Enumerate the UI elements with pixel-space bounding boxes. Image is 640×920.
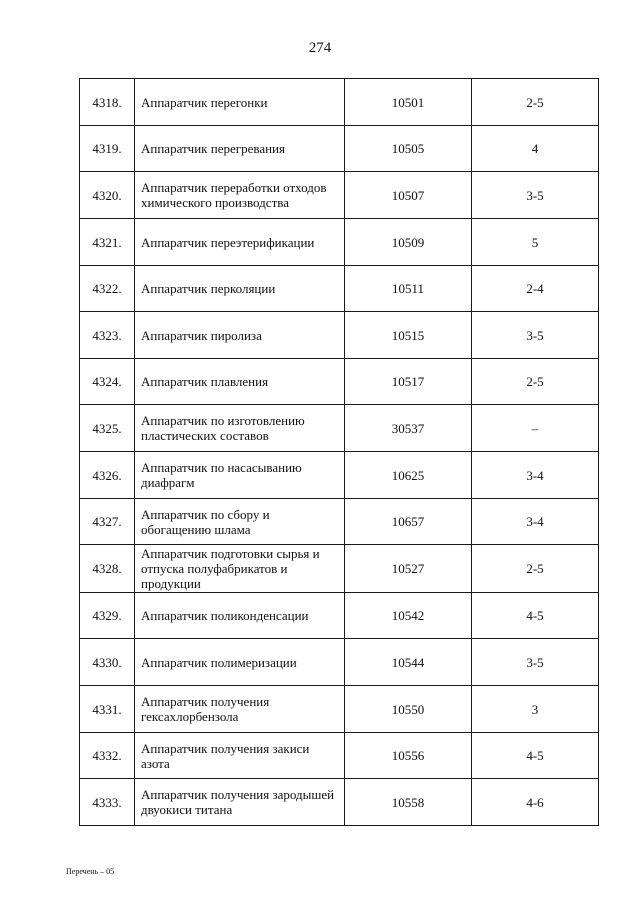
- page-number: 274: [308, 40, 332, 56]
- table-row: [80, 79, 599, 126]
- table-row: [80, 266, 599, 312]
- table-row: [80, 452, 599, 499]
- row-number-cell: 4321.: [80, 219, 135, 266]
- grade-range-cell: 3-4: [472, 452, 599, 499]
- profession-name-cell: Аппаратчик получения гексахлорбензола: [135, 686, 345, 733]
- profession-name-cell: Аппаратчик переэтерификации: [135, 219, 345, 266]
- table-row: [80, 779, 599, 826]
- profession-code-cell: 10544: [345, 639, 472, 686]
- table-row: [80, 172, 599, 219]
- row-number-cell: 4325.: [80, 405, 135, 452]
- footer-label: Перечень – 05: [66, 867, 115, 876]
- table-row: [80, 126, 599, 172]
- grade-range-cell: 3: [472, 686, 599, 733]
- row-number-cell: 4320.: [80, 172, 135, 219]
- profession-code-cell: 10558: [345, 779, 472, 826]
- row-number-cell: 4329.: [80, 593, 135, 639]
- profession-name-cell: Аппаратчик подготовки сырья и отпуска полуфабрикатов и продукции: [135, 545, 345, 593]
- grade-range-cell: –: [472, 405, 599, 452]
- profession-name-cell: Аппаратчик по сбору и обогащению шлама: [135, 499, 345, 545]
- row-number-cell: 4318.: [80, 79, 135, 126]
- profession-code-cell: 10550: [345, 686, 472, 733]
- grade-range-cell: 3-4: [472, 499, 599, 545]
- row-number-cell: 4324.: [80, 359, 135, 405]
- grade-range-cell: 4-6: [472, 779, 599, 826]
- table-row: [80, 639, 599, 686]
- grade-range-cell: 3-5: [472, 172, 599, 219]
- profession-name-cell: Аппаратчик перегревания: [135, 126, 345, 172]
- profession-code-cell: 10507: [345, 172, 472, 219]
- grade-range-cell: 2-5: [472, 545, 599, 593]
- profession-table: [79, 78, 599, 826]
- grade-range-cell: 5: [472, 219, 599, 266]
- row-number-cell: 4322.: [80, 266, 135, 312]
- row-number-cell: 4323.: [80, 312, 135, 359]
- table-row: [80, 499, 599, 545]
- row-number-cell: 4328.: [80, 545, 135, 593]
- grade-range-cell: 3-5: [472, 312, 599, 359]
- row-number-cell: 4332.: [80, 733, 135, 779]
- row-number-cell: 4333.: [80, 779, 135, 826]
- table-row: [80, 593, 599, 639]
- profession-name-cell: Аппаратчик получения закиси азота: [135, 733, 345, 779]
- grade-range-cell: 2-4: [472, 266, 599, 312]
- profession-name-cell: Аппаратчик перколяции: [135, 266, 345, 312]
- table-row: [80, 219, 599, 266]
- grade-range-cell: 4: [472, 126, 599, 172]
- grade-range-cell: 3-5: [472, 639, 599, 686]
- table-row: [80, 686, 599, 733]
- profession-code-cell: 10657: [345, 499, 472, 545]
- profession-code-cell: 10527: [345, 545, 472, 593]
- table-body: [80, 79, 599, 826]
- grade-range-cell: 2-5: [472, 359, 599, 405]
- table-row: [80, 405, 599, 452]
- profession-code-cell: 10515: [345, 312, 472, 359]
- profession-name-cell: Аппаратчик пиролиза: [135, 312, 345, 359]
- grade-range-cell: 2-5: [472, 79, 599, 126]
- profession-name-cell: Аппаратчик плавления: [135, 359, 345, 405]
- profession-name-cell: Аппаратчик по изготовлению пластических составов: [135, 405, 345, 452]
- profession-name-cell: Аппаратчик полимеризации: [135, 639, 345, 686]
- profession-code-cell: 10542: [345, 593, 472, 639]
- profession-code-cell: 10625: [345, 452, 472, 499]
- profession-name-cell: Аппаратчик по насасыванию диафрагм: [135, 452, 345, 499]
- grade-range-cell: 4-5: [472, 733, 599, 779]
- table-row: [80, 545, 599, 593]
- table-row: [80, 733, 599, 779]
- row-number-cell: 4319.: [80, 126, 135, 172]
- row-number-cell: 4331.: [80, 686, 135, 733]
- profession-code-cell: 10509: [345, 219, 472, 266]
- profession-code-cell: 10511: [345, 266, 472, 312]
- profession-name-cell: Аппаратчик перегонки: [135, 79, 345, 126]
- profession-code-cell: 10556: [345, 733, 472, 779]
- table-row: [80, 359, 599, 405]
- profession-name-cell: Аппаратчик переработки отходов химического производства: [135, 172, 345, 219]
- row-number-cell: 4327.: [80, 499, 135, 545]
- profession-name-cell: Аппаратчик поликонденсации: [135, 593, 345, 639]
- row-number-cell: 4330.: [80, 639, 135, 686]
- row-number-cell: 4326.: [80, 452, 135, 499]
- profession-name-cell: Аппаратчик получения зародышей двуокиси титана: [135, 779, 345, 826]
- profession-code-cell: 30537: [345, 405, 472, 452]
- table-row: [80, 312, 599, 359]
- profession-code-cell: 10501: [345, 79, 472, 126]
- grade-range-cell: 4-5: [472, 593, 599, 639]
- profession-code-cell: 10505: [345, 126, 472, 172]
- profession-code-cell: 10517: [345, 359, 472, 405]
